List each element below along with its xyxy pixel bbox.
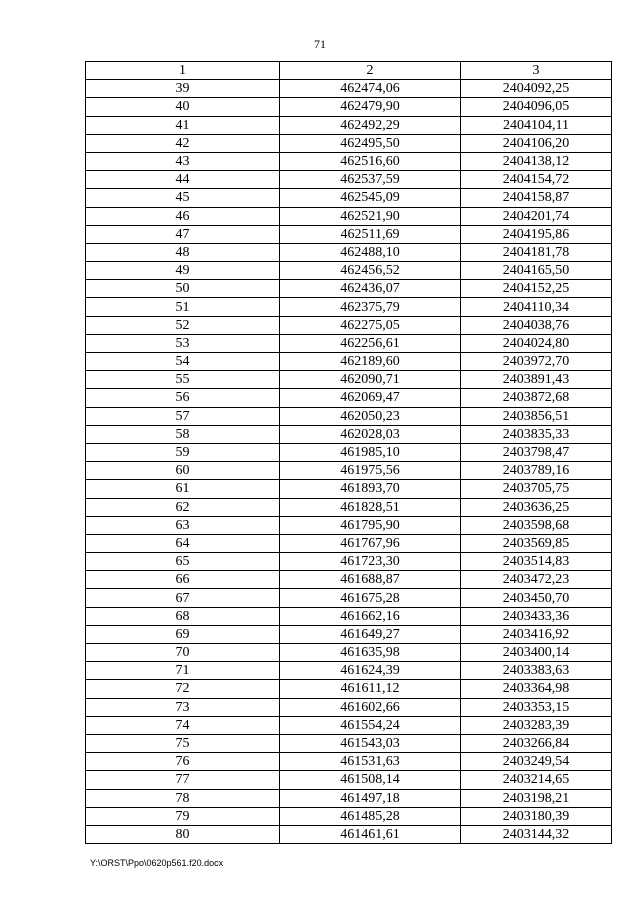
table-row	[86, 680, 612, 698]
coordinates-table	[85, 61, 612, 844]
column-header-2: 2	[280, 62, 461, 80]
y-coordinate-cell: 2403433,36	[461, 607, 612, 625]
point-number-cell: 47	[86, 225, 280, 243]
y-coordinate-cell: 2403266,84	[461, 734, 612, 752]
point-number-cell: 61	[86, 480, 280, 498]
x-coordinate-cell: 461662,16	[280, 607, 461, 625]
y-coordinate-cell: 2404138,12	[461, 152, 612, 170]
point-number-cell: 79	[86, 807, 280, 825]
point-number-cell: 39	[86, 80, 280, 98]
x-coordinate-cell: 461795,90	[280, 516, 461, 534]
y-coordinate-cell: 2403705,75	[461, 480, 612, 498]
table-row	[86, 189, 612, 207]
y-coordinate-cell: 2403798,47	[461, 443, 612, 461]
y-coordinate-cell: 2403472,23	[461, 571, 612, 589]
y-coordinate-cell: 2404106,20	[461, 134, 612, 152]
point-number-cell: 46	[86, 207, 280, 225]
column-header-1: 1	[86, 62, 280, 80]
y-coordinate-cell: 2404154,72	[461, 171, 612, 189]
y-coordinate-cell: 2403400,14	[461, 644, 612, 662]
y-coordinate-cell: 2404165,50	[461, 262, 612, 280]
footer-file-path: Y:\ORST\Ppo\0620p561.f20.docx	[90, 858, 224, 868]
table-row	[86, 207, 612, 225]
x-coordinate-cell: 462488,10	[280, 243, 461, 261]
point-number-cell: 70	[86, 644, 280, 662]
point-number-cell: 74	[86, 716, 280, 734]
y-coordinate-cell: 2403972,70	[461, 353, 612, 371]
table-row	[86, 716, 612, 734]
point-number-cell: 57	[86, 407, 280, 425]
table-row	[86, 589, 612, 607]
x-coordinate-cell: 462028,03	[280, 425, 461, 443]
x-coordinate-cell: 461624,39	[280, 662, 461, 680]
x-coordinate-cell: 462436,07	[280, 280, 461, 298]
y-coordinate-cell: 2404195,86	[461, 225, 612, 243]
table-row	[86, 407, 612, 425]
y-coordinate-cell: 2404092,25	[461, 80, 612, 98]
y-coordinate-cell: 2403598,68	[461, 516, 612, 534]
x-coordinate-cell: 461723,30	[280, 553, 461, 571]
y-coordinate-cell: 2403569,85	[461, 534, 612, 552]
point-number-cell: 42	[86, 134, 280, 152]
point-number-cell: 71	[86, 662, 280, 680]
table-row	[86, 571, 612, 589]
point-number-cell: 40	[86, 98, 280, 116]
point-number-cell: 58	[86, 425, 280, 443]
point-number-cell: 69	[86, 625, 280, 643]
table-row	[86, 553, 612, 571]
table-row	[86, 353, 612, 371]
y-coordinate-cell: 2403353,15	[461, 698, 612, 716]
point-number-cell: 56	[86, 389, 280, 407]
x-coordinate-cell: 461485,28	[280, 807, 461, 825]
point-number-cell: 80	[86, 825, 280, 843]
x-coordinate-cell: 461767,96	[280, 534, 461, 552]
table-row	[86, 771, 612, 789]
table-row	[86, 225, 612, 243]
y-coordinate-cell: 2403214,65	[461, 771, 612, 789]
y-coordinate-cell: 2403636,25	[461, 498, 612, 516]
x-coordinate-cell: 461554,24	[280, 716, 461, 734]
y-coordinate-cell: 2403364,98	[461, 680, 612, 698]
x-coordinate-cell: 462375,79	[280, 298, 461, 316]
table-row	[86, 753, 612, 771]
y-coordinate-cell: 2403872,68	[461, 389, 612, 407]
point-number-cell: 54	[86, 353, 280, 371]
y-coordinate-cell: 2403283,39	[461, 716, 612, 734]
point-number-cell: 45	[86, 189, 280, 207]
y-coordinate-cell: 2404104,11	[461, 116, 612, 134]
point-number-cell: 52	[86, 316, 280, 334]
table-row	[86, 134, 612, 152]
point-number-cell: 55	[86, 371, 280, 389]
point-number-cell: 64	[86, 534, 280, 552]
y-coordinate-cell: 2404181,78	[461, 243, 612, 261]
x-coordinate-cell: 461649,27	[280, 625, 461, 643]
table-row	[86, 644, 612, 662]
x-coordinate-cell: 462456,52	[280, 262, 461, 280]
y-coordinate-cell: 2404096,05	[461, 98, 612, 116]
table-row	[86, 516, 612, 534]
y-coordinate-cell: 2404152,25	[461, 280, 612, 298]
y-coordinate-cell: 2403835,33	[461, 425, 612, 443]
x-coordinate-cell: 462545,09	[280, 189, 461, 207]
point-number-cell: 59	[86, 443, 280, 461]
table-row	[86, 171, 612, 189]
x-coordinate-cell: 462479,90	[280, 98, 461, 116]
x-coordinate-cell: 461461,61	[280, 825, 461, 843]
table-row	[86, 243, 612, 261]
table-row	[86, 389, 612, 407]
y-coordinate-cell: 2403416,92	[461, 625, 612, 643]
point-number-cell: 51	[86, 298, 280, 316]
x-coordinate-cell: 462256,61	[280, 334, 461, 352]
x-coordinate-cell: 461893,70	[280, 480, 461, 498]
point-number-cell: 73	[86, 698, 280, 716]
y-coordinate-cell: 2404024,80	[461, 334, 612, 352]
x-coordinate-cell: 461675,28	[280, 589, 461, 607]
table-row	[86, 334, 612, 352]
y-coordinate-cell: 2403198,21	[461, 789, 612, 807]
table-row	[86, 662, 612, 680]
y-coordinate-cell: 2403514,83	[461, 553, 612, 571]
table-row	[86, 298, 612, 316]
x-coordinate-cell: 462069,47	[280, 389, 461, 407]
x-coordinate-cell: 461635,98	[280, 644, 461, 662]
point-number-cell: 41	[86, 116, 280, 134]
table-row	[86, 152, 612, 170]
point-number-cell: 62	[86, 498, 280, 516]
table-row	[86, 480, 612, 498]
x-coordinate-cell: 462511,69	[280, 225, 461, 243]
y-coordinate-cell: 2404038,76	[461, 316, 612, 334]
table-row	[86, 443, 612, 461]
x-coordinate-cell: 461543,03	[280, 734, 461, 752]
table-row	[86, 371, 612, 389]
x-coordinate-cell: 461611,12	[280, 680, 461, 698]
y-coordinate-cell: 2403856,51	[461, 407, 612, 425]
table-row	[86, 462, 612, 480]
table-row	[86, 498, 612, 516]
x-coordinate-cell: 462521,90	[280, 207, 461, 225]
x-coordinate-cell: 462537,59	[280, 171, 461, 189]
point-number-cell: 66	[86, 571, 280, 589]
y-coordinate-cell: 2404201,74	[461, 207, 612, 225]
x-coordinate-cell: 462495,50	[280, 134, 461, 152]
table-row	[86, 316, 612, 334]
point-number-cell: 63	[86, 516, 280, 534]
table-row	[86, 607, 612, 625]
point-number-cell: 68	[86, 607, 280, 625]
point-number-cell: 44	[86, 171, 280, 189]
table-row	[86, 80, 612, 98]
y-coordinate-cell: 2403891,43	[461, 371, 612, 389]
table-row	[86, 807, 612, 825]
point-number-cell: 50	[86, 280, 280, 298]
column-header-3: 3	[461, 62, 612, 80]
point-number-cell: 75	[86, 734, 280, 752]
x-coordinate-cell: 461828,51	[280, 498, 461, 516]
point-number-cell: 49	[86, 262, 280, 280]
table-row	[86, 734, 612, 752]
table-header-row	[86, 62, 612, 80]
y-coordinate-cell: 2404110,34	[461, 298, 612, 316]
table-row	[86, 534, 612, 552]
x-coordinate-cell: 461985,10	[280, 443, 461, 461]
table-row	[86, 425, 612, 443]
table-row	[86, 98, 612, 116]
point-number-cell: 43	[86, 152, 280, 170]
table-row	[86, 262, 612, 280]
point-number-cell: 65	[86, 553, 280, 571]
y-coordinate-cell: 2403450,70	[461, 589, 612, 607]
y-coordinate-cell: 2403180,39	[461, 807, 612, 825]
point-number-cell: 60	[86, 462, 280, 480]
point-number-cell: 53	[86, 334, 280, 352]
y-coordinate-cell: 2403789,16	[461, 462, 612, 480]
table-row	[86, 789, 612, 807]
table-body	[86, 80, 612, 844]
x-coordinate-cell: 461508,14	[280, 771, 461, 789]
x-coordinate-cell: 462474,06	[280, 80, 461, 98]
y-coordinate-cell: 2403383,63	[461, 662, 612, 680]
point-number-cell: 78	[86, 789, 280, 807]
x-coordinate-cell: 462189,60	[280, 353, 461, 371]
x-coordinate-cell: 462090,71	[280, 371, 461, 389]
point-number-cell: 48	[86, 243, 280, 261]
y-coordinate-cell: 2404158,87	[461, 189, 612, 207]
y-coordinate-cell: 2403144,32	[461, 825, 612, 843]
table-row	[86, 698, 612, 716]
x-coordinate-cell: 462050,23	[280, 407, 461, 425]
point-number-cell: 67	[86, 589, 280, 607]
x-coordinate-cell: 461688,87	[280, 571, 461, 589]
y-coordinate-cell: 2403249,54	[461, 753, 612, 771]
x-coordinate-cell: 462275,05	[280, 316, 461, 334]
point-number-cell: 77	[86, 771, 280, 789]
page-number: 71	[314, 37, 326, 51]
x-coordinate-cell: 462492,29	[280, 116, 461, 134]
x-coordinate-cell: 461531,63	[280, 753, 461, 771]
table-row	[86, 116, 612, 134]
point-number-cell: 72	[86, 680, 280, 698]
x-coordinate-cell: 461497,18	[280, 789, 461, 807]
table-row	[86, 825, 612, 843]
table-row	[86, 280, 612, 298]
x-coordinate-cell: 461602,66	[280, 698, 461, 716]
table-row	[86, 625, 612, 643]
point-number-cell: 76	[86, 753, 280, 771]
x-coordinate-cell: 461975,56	[280, 462, 461, 480]
x-coordinate-cell: 462516,60	[280, 152, 461, 170]
